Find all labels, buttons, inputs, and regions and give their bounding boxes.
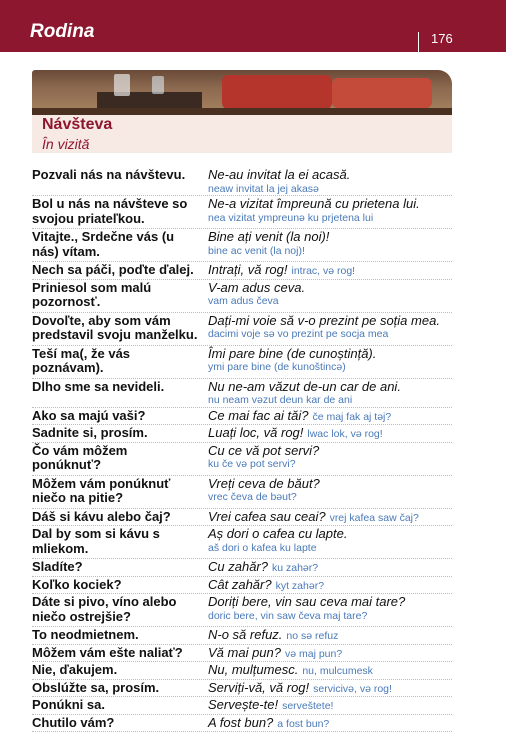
romanian-phrase: Cu ce vă pot servi? <box>208 442 320 458</box>
romanian-phrase: Intrați, vă rog! <box>208 262 288 277</box>
slovak-phrase: Chutilo vám? <box>32 714 115 730</box>
pronunciation: ymi pare bine (de kunoštincə) <box>208 361 346 373</box>
pronunciation: nu neam vəzut deun kar de ani <box>208 394 353 406</box>
phrase-entry <box>32 509 452 527</box>
phrase-entry <box>32 229 452 262</box>
phrase-entry <box>32 346 452 379</box>
phrase-entry <box>32 425 452 443</box>
slovak-phrase: Teší ma(, že vás poznávam). <box>32 345 131 375</box>
pronunciation: doric bere, vin saw čeva maj tare? <box>208 609 368 622</box>
romanian-phrase: Cu zahăr? <box>208 559 268 574</box>
pronunciation: vam adus čeva <box>208 295 279 307</box>
pronunciation: servicivə, və rog! <box>313 682 392 695</box>
romanian-phrase: Ce mai fac ai tăi? <box>208 407 309 423</box>
page-header <box>0 0 506 52</box>
phrase-entry <box>32 662 452 680</box>
chapter-title: Rodina <box>30 21 95 42</box>
slovak-phrase: Obslúžte sa, prosím. <box>32 679 160 695</box>
pronunciation: lwac lok, və rog! <box>307 428 383 440</box>
romanian-phrase: Cât zahăr? <box>208 576 272 592</box>
slovak-phrase: Môžem vám ponúknuť niečo na pitie? <box>32 475 171 505</box>
section-subtitle: În vizită <box>42 136 90 152</box>
phrase-entry <box>32 526 452 559</box>
section-photo <box>32 70 452 115</box>
phrase-entry <box>32 680 452 698</box>
pronunciation: ku zahər? <box>271 562 319 574</box>
slovak-phrase: To neodmietnem. <box>32 627 139 642</box>
slovak-phrase: Dáš si kávu alebo čaj? <box>32 508 171 524</box>
slovak-phrase: Dlho sme sa nevideli. <box>32 378 165 394</box>
pronunciation: nu, mulcumesk <box>302 665 373 677</box>
phrase-list <box>32 167 452 732</box>
romanian-phrase: Serviți-vă, vă rog! <box>208 679 310 695</box>
phrase-entry <box>32 379 452 408</box>
romanian-phrase: Vreți ceva de băut? <box>208 475 320 491</box>
slovak-phrase: Priniesol som malú pozornosť. <box>32 279 152 309</box>
pronunciation: və maj pun? <box>285 647 343 660</box>
slovak-phrase: Koľko kociek? <box>32 576 122 592</box>
phrase-entry <box>32 280 452 313</box>
slovak-phrase: Dáte si pivo, víno alebo niečo ostrejšie? <box>32 594 177 624</box>
romanian-phrase: Vrei cafea sau ceai? <box>208 508 326 524</box>
pronunciation: vrej kafea saw čaj? <box>329 511 419 524</box>
phrase-entry <box>32 443 452 476</box>
phrase-entry <box>32 476 452 509</box>
slovak-phrase: Čo vám môžem ponúknuť? <box>32 442 128 472</box>
slovak-phrase: Ako sa majú vaši? <box>32 407 146 423</box>
phrase-entry <box>32 408 452 426</box>
phrase-entry <box>32 577 452 595</box>
pronunciation: dacimi voje sə vo prezint pe socja mea <box>208 328 389 340</box>
phrase-entry <box>32 167 452 196</box>
romanian-phrase: Nu, mulțumesc. <box>208 662 299 677</box>
phrase-entry <box>32 715 452 733</box>
romanian-phrase: Dați-mi voie să v-o prezint pe soția mea. <box>208 312 440 328</box>
romanian-phrase: Bine ați venit (la noi)! <box>208 229 330 244</box>
pronunciation: vrec čeva de bəut? <box>208 491 297 503</box>
romanian-phrase: Servește-te! <box>208 697 279 712</box>
slovak-phrase: Dovoľte, aby som vám predstavil svoju manželku. <box>32 312 198 342</box>
phrase-entry <box>32 697 452 715</box>
pronunciation: če maj fak aj təj? <box>312 410 392 423</box>
romanian-phrase: A fost bun? <box>208 714 274 730</box>
phrase-entry <box>32 559 452 577</box>
slovak-phrase: Dal by som si kávu s mliekom. <box>32 526 160 556</box>
romanian-phrase: Ne-a vizitat împreună cu prietena lui. <box>208 196 420 211</box>
pronunciation: serveštete! <box>282 700 334 712</box>
slovak-phrase: Bol u nás na návšteve so svojou priateľkou. <box>32 196 188 226</box>
romanian-phrase: Ne-au invitat la ei acasă. <box>208 167 351 182</box>
phrase-entry <box>32 594 452 627</box>
romanian-phrase: Vă mai pun? <box>208 644 281 660</box>
slovak-phrase: Vitajte., Srdečne vás (u nás) vítam. <box>32 229 175 259</box>
pronunciation: nea vizitat ympreunə ku prjetena lui <box>208 211 374 224</box>
phrase-entry <box>32 645 452 663</box>
header-divider <box>418 32 419 52</box>
phrase-entry <box>32 313 452 346</box>
pronunciation: kyt zahər? <box>275 579 325 592</box>
section-title: Návšteva <box>42 116 113 133</box>
pronunciation: ku če və pot servi? <box>208 458 296 470</box>
pronunciation: bine ac venit (la noj)! <box>208 244 305 257</box>
phrase-entry <box>32 262 452 280</box>
slovak-phrase: Nech sa páči, poďte ďalej. <box>32 262 194 277</box>
phrase-entry <box>32 627 452 645</box>
pronunciation: a fost bun? <box>277 717 330 730</box>
romanian-phrase: Luați loc, vă rog! <box>208 425 304 440</box>
romanian-phrase: V-am adus ceva. <box>208 279 306 295</box>
pronunciation: aš dori o kafea ku lapte <box>208 541 317 554</box>
slovak-phrase: Ponúkni sa. <box>32 697 105 712</box>
romanian-phrase: Aș dori o cafea cu lapte. <box>208 526 348 541</box>
pronunciation: intrac, və rog! <box>291 265 356 277</box>
page-number: 176 <box>431 31 453 46</box>
phrase-entry <box>32 196 452 229</box>
pronunciation: neaw invitat la jej akasə <box>208 182 319 195</box>
slovak-phrase: Sladíte? <box>32 559 83 574</box>
romanian-phrase: Doriți bere, vin sau ceva mai tare? <box>208 594 406 609</box>
slovak-phrase: Pozvali nás na návštevu. <box>32 167 186 182</box>
romanian-phrase: Nu ne-am văzut de-un car de ani. <box>208 378 401 394</box>
slovak-phrase: Nie, ďakujem. <box>32 662 118 677</box>
romanian-phrase: Îmi pare bine (de cunoștință). <box>208 345 377 361</box>
romanian-phrase: N-o să refuz. <box>208 627 283 642</box>
pronunciation: no sə refuz <box>286 630 339 642</box>
slovak-phrase: Sadnite si, prosím. <box>32 425 148 440</box>
slovak-phrase: Môžem vám ešte naliať? <box>32 644 183 660</box>
